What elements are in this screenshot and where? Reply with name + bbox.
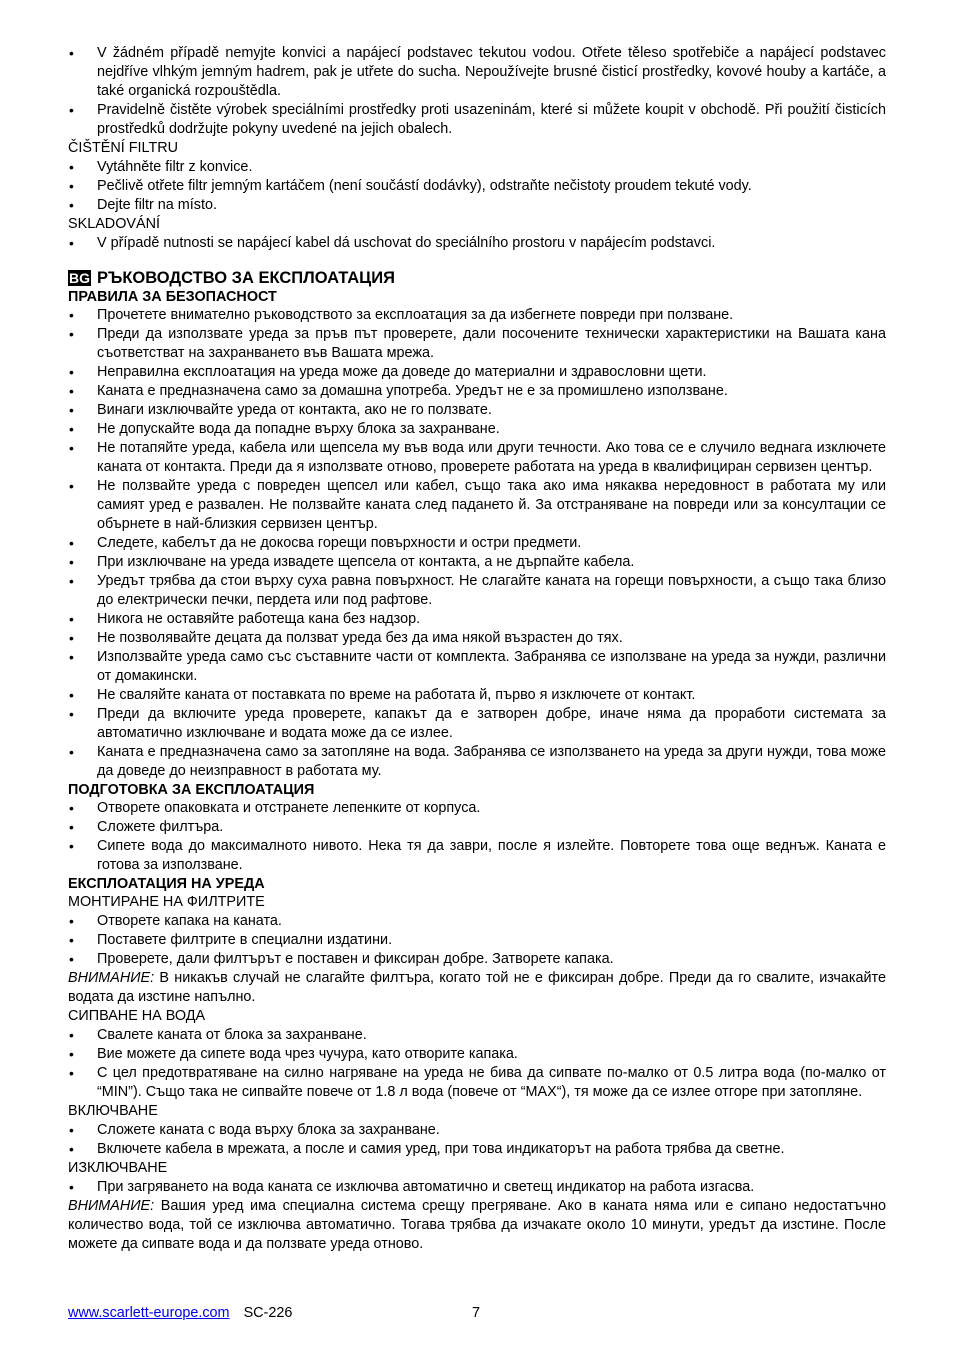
warning-label: ВНИМАНИЕ: xyxy=(68,970,155,986)
list-item: • Свалете каната от блока за захранване. xyxy=(68,1026,886,1045)
list-item: • Каната е предназначена само за затопляне на вода. Забранява се използването на уреда за други нужди, това може да доведе до неизправност в работата му. xyxy=(68,743,886,781)
bg-section-title: РЪКОВОДСТВО ЗА ЕКСПЛОАТАЦИЯ xyxy=(97,269,395,287)
bg-filters-warning-paragraph xyxy=(68,969,886,1007)
list-item: • Следете, кабелът да не докосва горещи повърхности и остри предмети. xyxy=(68,534,886,553)
cz-cleaning-list xyxy=(68,44,886,139)
bg-safety-heading: ПРАВИЛА ЗА БЕЗОПАСНОСТ xyxy=(68,289,277,305)
list-item: • Неправилна експлоатация на уреда може да доведе до материални и здравословни щети. xyxy=(68,363,886,382)
list-item: • Преди да използвате уреда за пръв път проверете, дали посочените технически характеристики на Вашата кана съответстват на захранването във Вашата мрежа. xyxy=(68,325,886,363)
bg-safety-list xyxy=(68,306,886,781)
list-item: • Никога не оставяйте работеща кана без надзор. xyxy=(68,610,886,629)
list-item: • Проверете, дали филтърът е поставен и фиксиран добре. Затворете капака. xyxy=(68,950,886,969)
list-item: • С цел предотвратяване на силно нагряване на уреда не бива да сипвате по-малко от 0.5 литра вода (по-малко от “MIN”). Също така не сипвайте повече от 1.8 л вода (повече от “MAX“), тя може да се излее отгоре при затопляне. xyxy=(68,1064,886,1102)
list-item: • Не потапяйте уреда, кабела или щепсела му във вода или други течности. Ако това се е случило веднага изключете каната от контакта. Преди да я използвате отново, проверете работата на уреда в квалифициран сервизен център. xyxy=(68,439,886,477)
bg-pour-list xyxy=(68,1026,886,1102)
bg-on-subheading: ВКЛЮЧВАНЕ xyxy=(68,1103,158,1119)
bg-operation-heading: ЕКСПЛОАТАЦИЯ НА УРЕДА xyxy=(68,876,265,892)
cz-filter-list xyxy=(68,158,886,215)
website-link[interactable]: www.scarlett-europe.com xyxy=(68,1305,230,1321)
list-item: • Преди да включите уреда проверете, капакът да е затворен добре, иначе няма да проработи системата за автоматично изключване и водата може да се излее. xyxy=(68,705,886,743)
bg-prep-list xyxy=(68,799,886,875)
bg-off-list xyxy=(68,1178,886,1197)
list-item: • Вие можете да сипете вода чрез чучура, като отворите капака. xyxy=(68,1045,886,1064)
bg-pour-subheading: СИПВАНЕ НА ВОДА xyxy=(68,1008,206,1024)
list-item: • Pečlivě otřete filtr jemným kartáčem (není součástí dodávky), odstraňte nečistoty proudem tekuté vody. xyxy=(68,177,886,196)
filters-warning-text: В никакъв случай не слагайте филтъра, когато той не е фиксиран добре. Преди да го свалите, изчакайте водата да изстине напълно. xyxy=(68,970,886,1005)
list-item: • V případě nutnosti se napájecí kabel dá uschovat do speciálního prostoru v napájecím podstavci. xyxy=(68,234,886,253)
cz-storage-heading: SKLADOVÁNÍ xyxy=(68,216,160,232)
list-item: • При загряването на вода каната се изключва автоматично и светещ индикатор на работа изгасва. xyxy=(68,1178,886,1197)
bg-off-warning-paragraph xyxy=(68,1197,886,1254)
list-item: • Не позволявайте децата да ползват уреда без да има някой възрастен до тях. xyxy=(68,629,886,648)
cz-filter-heading: ČIŠTĚNÍ FILTRU xyxy=(68,140,179,156)
bg-off-subheading: ИЗКЛЮЧВАНЕ xyxy=(68,1160,168,1176)
list-item: • Сложете филтъра. xyxy=(68,818,886,837)
bg-section-header xyxy=(68,268,886,288)
bg-on-list xyxy=(68,1121,886,1159)
list-item: • Dejte filtr na místo. xyxy=(68,196,886,215)
model-number: SC-226 xyxy=(243,1305,293,1321)
list-item: • Pravidelně čistěte výrobek speciálními prostředky proti usazeninám, které si můžete koupit v obchodě. Při použití čisticích prostředků dodržujte pokyny uvedené na jejich obalech. xyxy=(68,101,886,139)
list-item: • Не ползвайте уреда с повреден щепсел или кабел, също така ако има някаква нередовност в работата му или самият уред е развален. Не ползвайте каната след падането й. За отстраняване на повреди или за консултации се обърнете в най-близкия сервизен център. xyxy=(68,477,886,534)
list-item: • Не допускайте вода да попадне върху блока за захранване. xyxy=(68,420,886,439)
off-warning-text: Вашия уред има специална система срещу прегряване. Ако в каната няма или е сипано недостатъчно количество вода, той се изключва автоматично. Тогава трябва да изчакате около 10 минути, уредът да изстине. После можете да сипвате вода и да ползвате уреда отново. xyxy=(68,1198,886,1252)
list-item: • V žádném případě nemyjte konvici a napájecí podstavec tekutou vodou. Otřete těleso spotřebiče a napájecí podstavec nejdříve vlhkým jemným hadrem, pak je utřete do sucha. Nepoužívejte brusné čisticí prostředky, kovové houby a kartáče, a také organická rozpouštědla. xyxy=(68,44,886,101)
list-item: • Уредът трябва да стои върху суха равна повърхност. Не слагайте каната на горещи повърхности, а също така близо до електрически печки, пердета или под рафтове. xyxy=(68,572,886,610)
list-item: • Сложете каната с вода върху блока за захранване. xyxy=(68,1121,886,1140)
list-item: • Използвайте уреда само със съставните части от комплекта. Забранява се използване на уреда за нужди, различни от домакински. xyxy=(68,648,886,686)
list-item: • Vytáhněte filtr z konvice. xyxy=(68,158,886,177)
bg-filters-subheading: МОНТИРАНЕ НА ФИЛТРИТЕ xyxy=(68,894,265,910)
language-badge: BG xyxy=(69,270,90,286)
list-item: • Отворете опаковката и отстранете лепенките от корпуса. xyxy=(68,799,886,818)
list-item: • Сипете вода до максималното нивото. Нека тя да заври, после я излейте. Повторете това още веднъж. Каната е готова за използване. xyxy=(68,837,886,875)
cz-storage-list xyxy=(68,234,886,253)
list-item: • Не сваляйте каната от поставката по време на работата й, първо я изключете от контакт. xyxy=(68,686,886,705)
bg-prep-heading: ПОДГОТОВКА ЗА ЕКСПЛОАТАЦИЯ xyxy=(68,782,315,798)
bg-filters-list xyxy=(68,912,886,969)
list-item: • При изключване на уреда извадете щепсела от контакта, а не дърпайте кабела. xyxy=(68,553,886,572)
warning-label: ВНИМАНИЕ: xyxy=(68,1198,155,1214)
list-item: • Прочетете внимателно ръководството за експлоатация за да избегнете повреди при ползване. xyxy=(68,306,886,325)
list-item: • Поставете филтрите в специални издатини. xyxy=(68,931,886,950)
manual-page xyxy=(68,44,886,1254)
list-item: • Винаги изключвайте уреда от контакта, ако не го ползвате. xyxy=(68,401,886,420)
page-footer xyxy=(68,1304,481,1322)
list-item: • Каната е предназначена само за домашна употреба. Уредът не е за промишлено използване. xyxy=(68,382,886,401)
page-number: 7 xyxy=(472,1305,481,1321)
list-item: • Отворете капака на каната. xyxy=(68,912,886,931)
list-item: • Включете кабела в мрежата, а после и самия уред, при това индикаторът на работа трябва да светне. xyxy=(68,1140,886,1159)
